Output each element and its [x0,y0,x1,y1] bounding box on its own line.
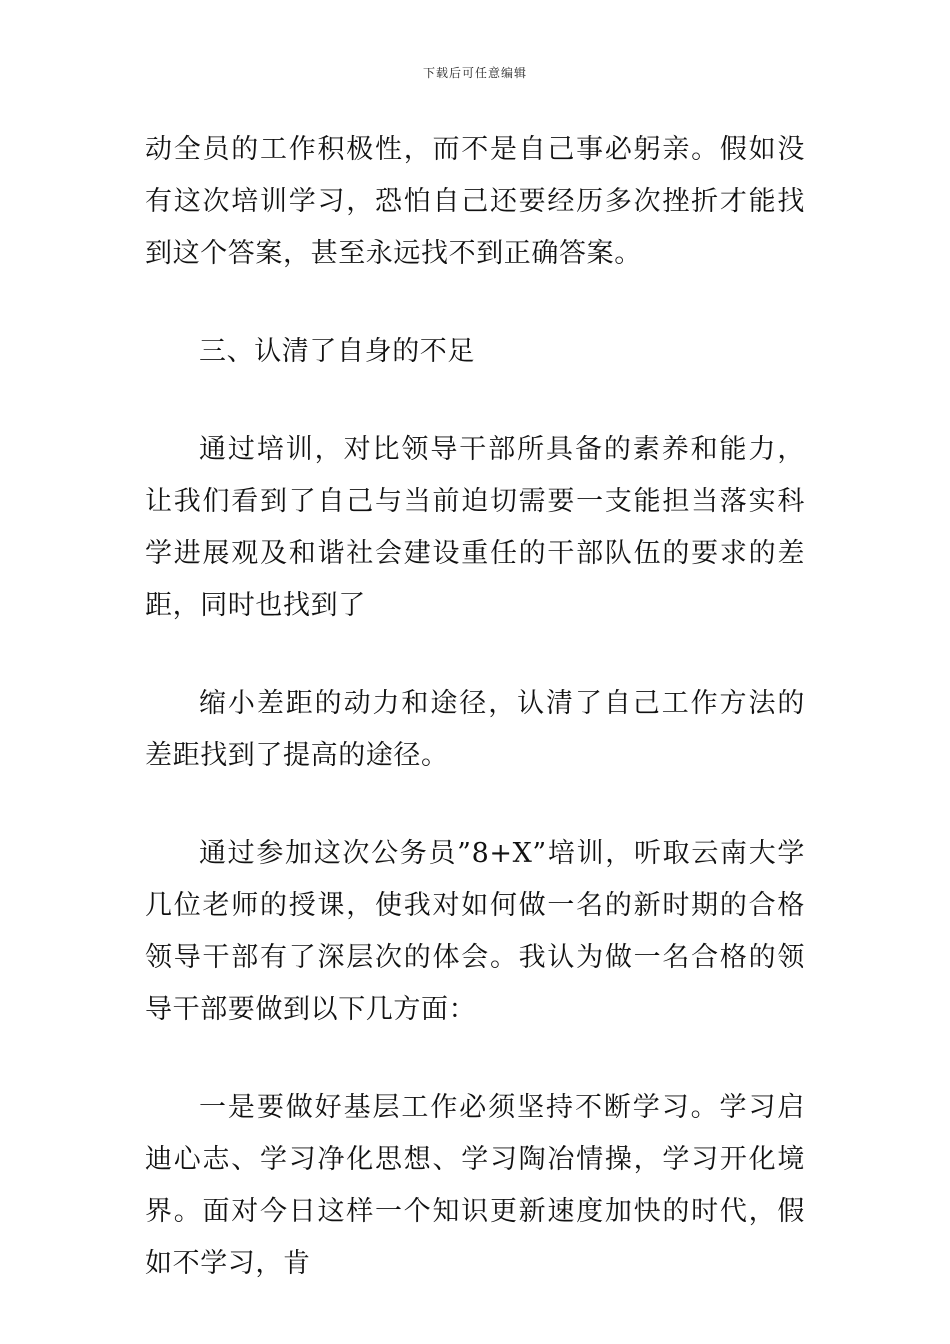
paragraph: 通过培训，对比领导干部所具备的素养和能力，让我们看到了自己与当前迫切需要一支能担当落实科学进展观及和谐社会建设重任的干部队伍的要求的差距，同时也找到了 [145,434,805,621]
paragraph-gap [145,632,805,678]
page-header: 下载后可任意编辑 [422,66,527,80]
paragraph-gap [145,378,805,424]
paragraph: 通过参加这次公务员”8+X”培训，听取云南大学几位老师的授课，使我对如何做一名的新时期的合格领导干部有了深层次的体会。我认为做一名合格的领导干部要做到以下几方面： [145,838,805,1025]
paragraph-gap [145,782,805,828]
paragraph: 缩小差距的动力和途径，认清了自己工作方法的差距找到了提高的途径。 [145,688,805,771]
paragraph-gap [145,280,805,326]
paragraph: 一是要做好基层工作必须坚持不断学习。学习启迪心志、学习净化思想、学习陶冶情操，学习开化境界。面对今日这样一个知识更新速度加快的时代，假如不学习，肯 [145,1092,805,1279]
document-body [145,124,805,1290]
section-heading: 三、认清了自身的不足 [199,336,475,367]
paragraph-continuation: 动全员的工作积极性，而不是自己事必躬亲。假如没有这次培训学习，恐怕自己还要经历多次挫折才能找到这个答案，甚至永远找不到正确答案。 [145,134,805,269]
paragraph-gap [145,1036,805,1082]
